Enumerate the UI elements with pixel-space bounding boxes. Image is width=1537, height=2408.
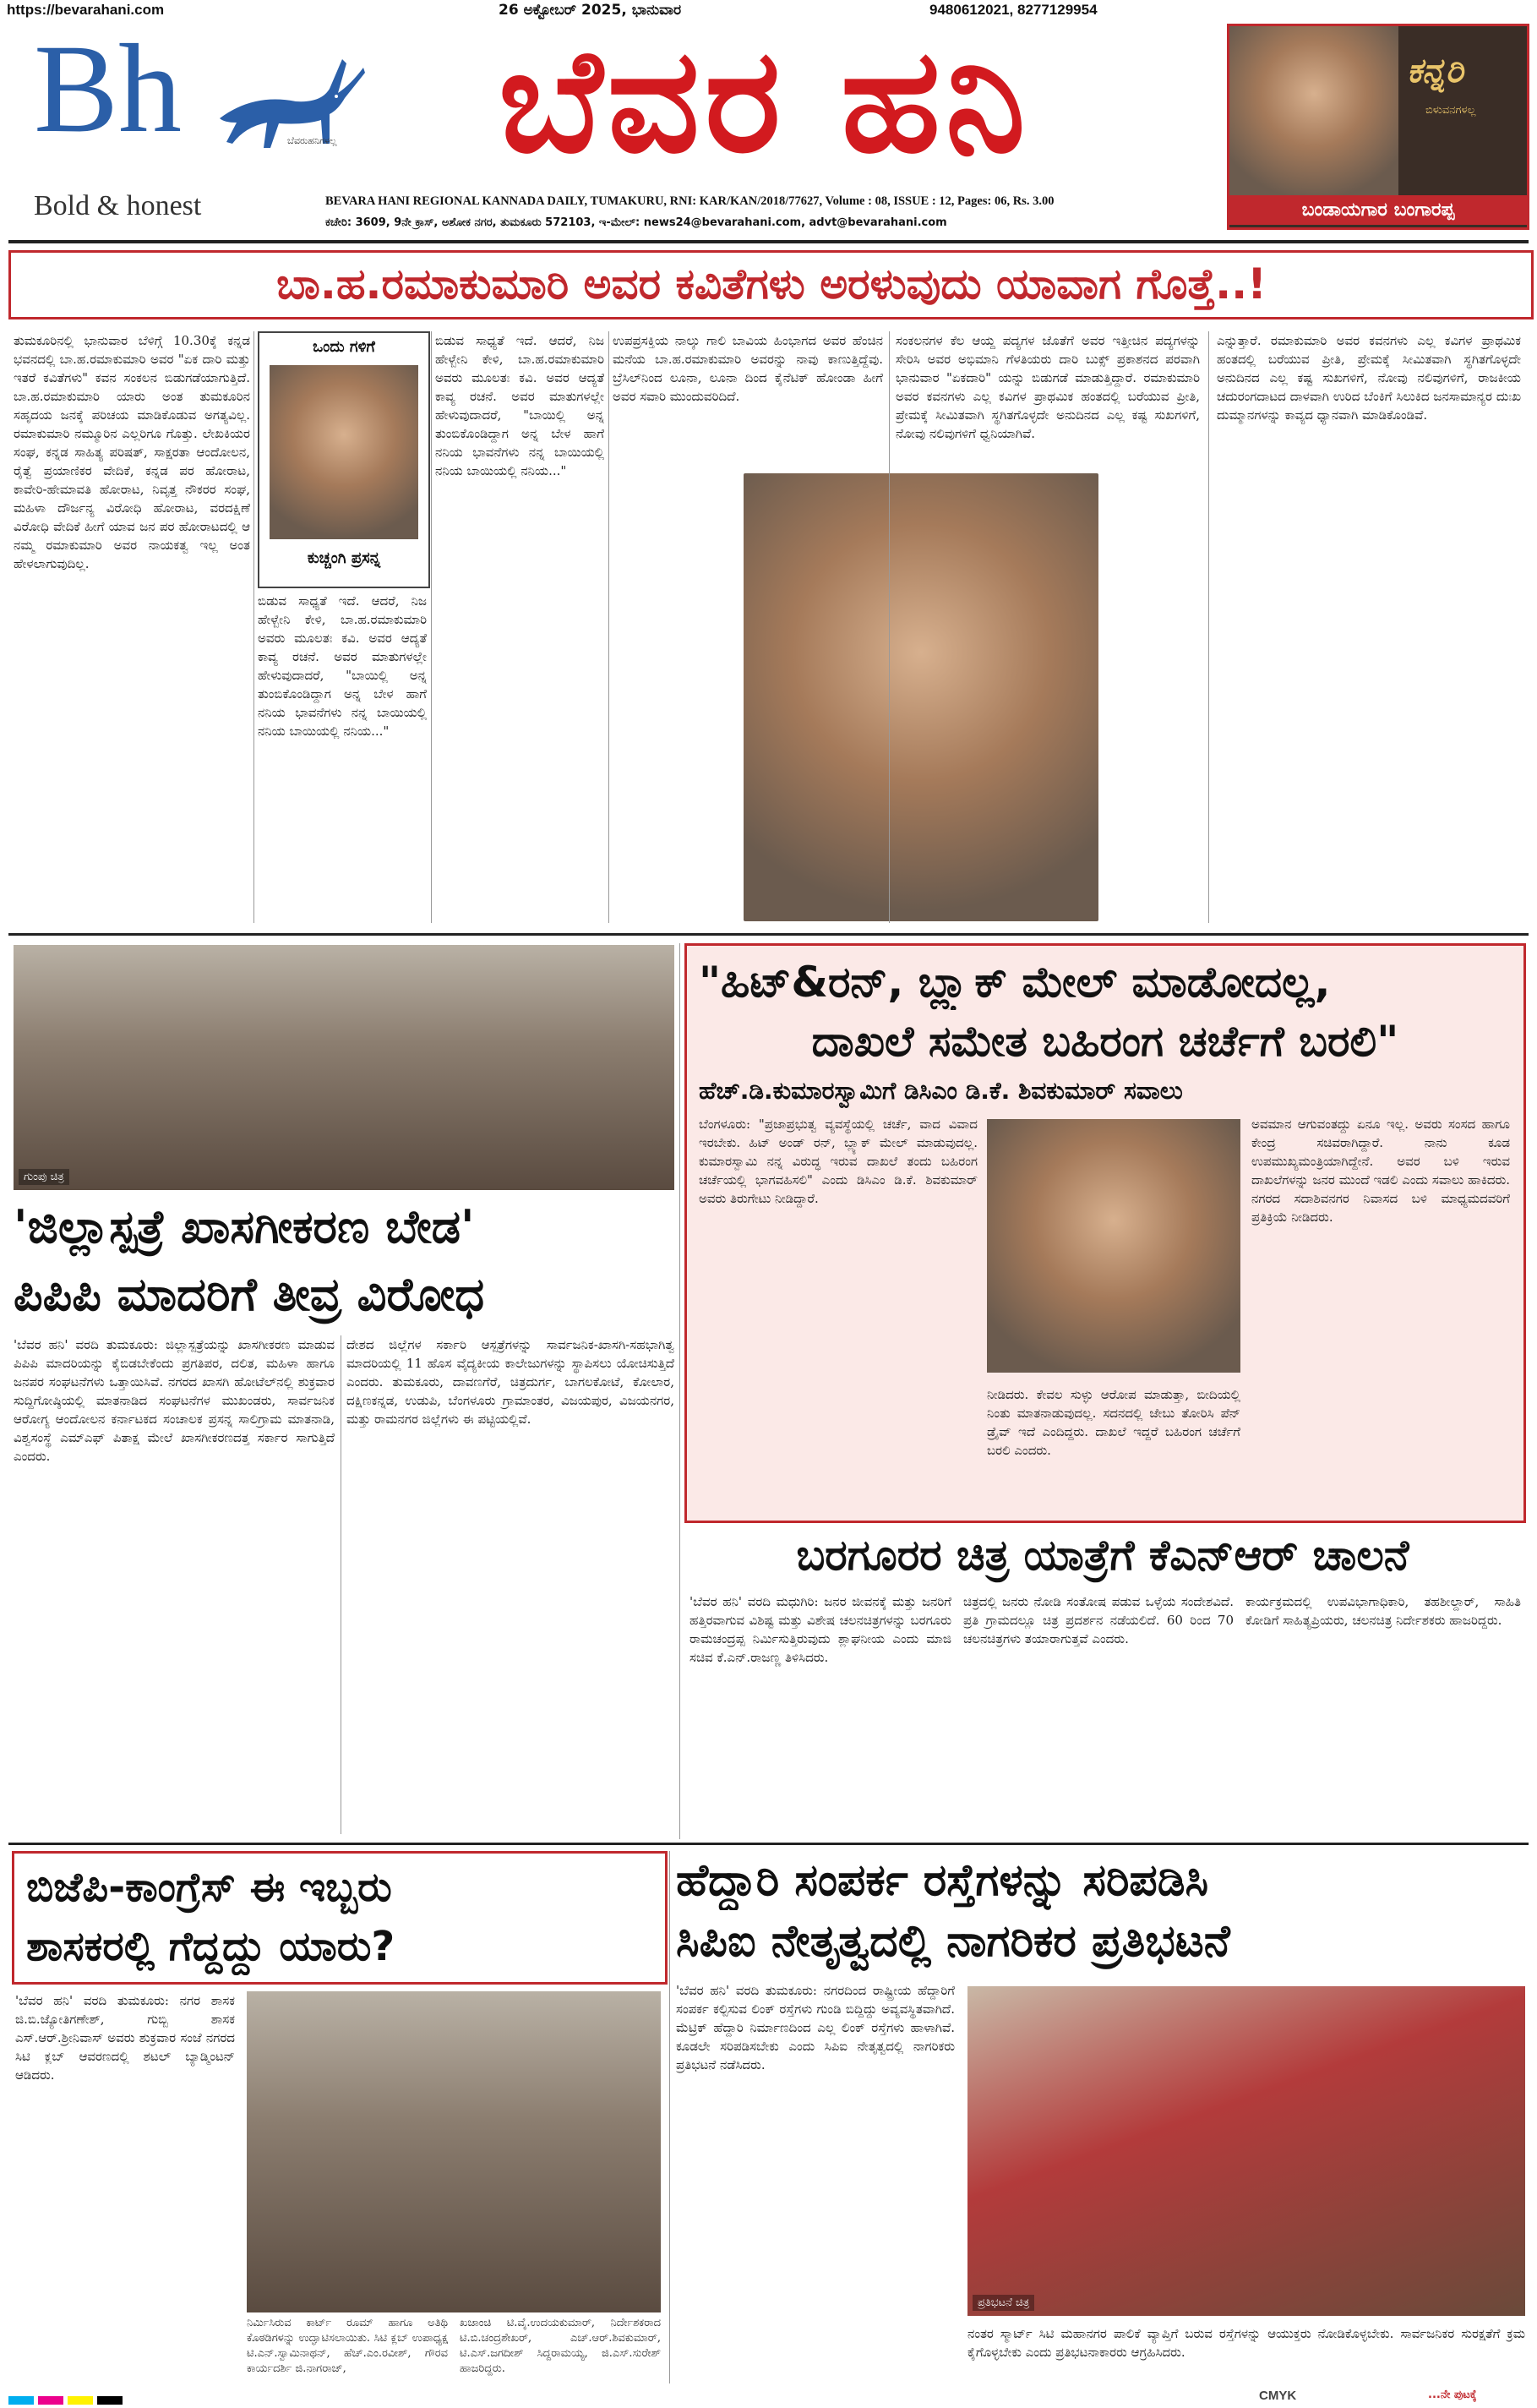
story3-headline1: "ಹಿಟ್&ರನ್, ಬ್ಲ್ಯಾಕ್ ಮೇಲ್ ಮಾಡೋದಲ್ಲ, [699,958,1331,1007]
section-rule-1 [8,933,1529,936]
story6-headline2: ಸಿಪಿಐ ನೇತೃತ್ವದಲ್ಲಿ ನಾಗರಿಕರ ಪ್ರತಿಭಟನೆ [676,1916,1230,1967]
story5-col1: 'ಬೆವರ ಹನಿ' ವರದಿ ತುಮಕೂರು: ನಗರ ಶಾಸಕ ಜಿ.ಬಿ.ಜ್ಯೋತಿಗಣೇಶ್, ಗುಬ್ಬಿ ಶಾಸಕ ಎಸ್.ಆರ್.ಶ್ರೀನಿವಾಸ್ ಅವರು ಶುಕ್ರವಾರ ಸಂಜೆ ನಗರದ ಸಿಟಿ ಕ್ಲಬ್ ಆವರಣದಲ್ಲಿ ಶಟಲ್ ಬ್ಯಾಡ್ಮಿಂಟನ್ ಆಡಿದರು. [15,1993,235,2083]
newspaper-title: ಬೆವರ ಹನಿ [499,18,1031,185]
column-rule [1208,331,1209,923]
story1-headline: ಬಾ.ಹ.ರಮಾಕುಮಾರಿ ಅವರ ಕವಿತೆಗಳು ಅರಳುವುದು ಯಾವಾಗ ಗೊತ್ತೆ..! [276,259,1267,309]
story1-col2b: ಬಿಡುವ ಸಾಧ್ಯತೆ ಇದೆ. ಆದರೆ, ನಿಜ ಹೇಳ್ಬೇನಿ ಕೇಳಿ, ಬಾ.ಹ.ರಮಾಕುಮಾರಿ ಅವರು ಮೂಲತಃ ಕವಿ. ಅವರ ಆದ್ಯತೆ ಕಾವ್ಯ ರಚನೆ. ಅವರ ಮಾತುಗಳಲ್ಲೇ ಹೇಳುವುದಾದರೆ, "ಬಾಯಿಲ್ಲಿ ಅನ್ನ ತುಂಬಿಕೊಂಡಿದ್ದಾಗ ಅನ್ನ ಬೇಳ ಹಾಗೆ ನನಿಯ ಭಾವನೆಗಳು ನನ್ನ ಬಾಯಿಯಲ್ಲಿ ನನಿಯ ಬಾಯಿಯಲ್ಲಿ ನನಿಯ..." [435,333,604,478]
ad-photo [1229,26,1398,195]
ad-subtitle: ಬಿಳುವನಗಳಲ್ಲ [1425,104,1476,117]
swatch-black [97,2396,123,2405]
story3-box [684,943,1526,1523]
issue-date: 26 ಅಕ್ಟೋಬರ್ 2025, ಭಾನುವಾರ [499,2,682,19]
story4-col2: ಚಿತ್ರದಲ್ಲಿ ಜನರು ನೋಡಿ ಸಂತೋಷ ಪಡುವ ಒಳ್ಳೆಯ ಸಂದೇಶವಿದೆ. ಪ್ರತಿ ಗ್ರಾಮದಲ್ಲೂ ಚಿತ್ರ ಪ್ರದರ್ಶನ ನಡೆಯಲಿದೆ. 60 ರಿಂದ 70 ಚಲನಚಿತ್ರಗಳು ತಯಾರಾಗುತ್ತವೆ ಎಂದರು. [963,1594,1234,1646]
story6-photo-label: ಪ್ರತಿಭಟನೆ ಚಿತ್ರ [973,2295,1034,2311]
ad-title: ಕನ್ನರಿ [1407,52,1463,90]
story3-photo [987,1119,1240,1373]
phone-numbers: 9480612021, 8277129954 [929,2,1098,18]
story2-body2: ದೇಶದ ಜಿಲ್ಲೆಗಳ ಸರ್ಕಾರಿ ಆಸ್ಪತ್ರೆಗಳನ್ನು ಸಾರ್ವಜನಿಕ-ಖಾಸಗಿ-ಸಹಭಾಗಿತ್ವ ಮಾದರಿಯಲ್ಲಿ 11 ಹೊಸ ವೈದ್ಯಕೀಯ ಕಾಲೇಜುಗಳನ್ನು ಸ್ಥಾಪಿಸಲು ಯೋಚಿಸುತ್ತಿದೆ ಎಂದರು. ತುಮಕೂರು, ದಾವಣಗೆರೆ, ಚಿತ್ರದುರ್ಗ, ಬಾಗಲಕೋಟೆ, ಕೋಲಾರ, ದಕ್ಷಿಣಕನ್ನಡ, ಉಡುಪಿ, ಬೆಂಗಳೂರು ಗ್ರಾಮಾಂತರ, ವಿಜಯಪುರ, ವಿಜಯನಗರ, ಮತ್ತು ರಾಮನಗರ ಜಿಲ್ಲೆಗಳು ಈ ಪಟ್ಟಿಯಲ್ಲಿವೆ. [346,1337,674,1427]
logo-letters: Bh [34,19,183,159]
cmyk-label: CMYK [1259,2389,1297,2403]
story3-col3: ನೀಡಿದರು. ಕೇವಲ ಸುಳ್ಳು ಆರೋಪ ಮಾಡುತ್ತಾ, ಬೀದಿಯಲ್ಲಿ ನಿಂತು ಮಾತನಾಡುವುದಲ್ಲ. ಸದನದಲ್ಲಿ ಜೇಬು ತೋರಿಸಿ ಪೆನ್ ಡ್ರೈವ್ ಇದೆ ಎಂದಿದ್ದರು. ದಾಖಲೆ ಇದ್ದರೆ ಬಹಿರಂಗ ಚರ್ಚೆಗೆ ಬರಲಿ ಎಂದರು. [987,1387,1240,1458]
ad-name: ಬಂಡಾಯಗಾರ ಬಂಗಾರಪ್ಪ [1229,195,1527,225]
story5-headline-box [12,1851,668,1985]
address-line: ಕಚೇರಿ: 3609, 9ನೇ ಕ್ರಾಸ್, ಅಶೋಕ ನಗರ, ತುಮಕೂರು 572103, ಇ-ಮೇಲ್: news24@bevarahani.com, advt@bevarahani.com [325,216,947,229]
column-rule [679,943,680,1839]
story6-headline1: ಹೆದ್ದಾರಿ ಸಂಪರ್ಕ ರಸ್ತೆಗಳನ್ನು ಸರಿಪಡಿಸಿ [676,1855,1209,1906]
story1-headline-box [8,250,1534,319]
footer-bar [0,2387,1537,2405]
swatch-yellow [68,2396,93,2405]
story2-headline2: ಪಿಪಿಪಿ ಮಾದರಿಗೆ ತೀವ್ರ ವಿರೋಧ [14,1268,485,1321]
bh-logo [34,19,337,221]
story6-col2: ನಂತರ ಸ್ಮಾರ್ಟ್ ಸಿಟಿ ಮಹಾನಗರ ಪಾಲಿಕೆ ವ್ಯಾಪ್ತಿಗೆ ಬರುವ ರಸ್ತೆಗಳನ್ನು ಆಯುಕ್ತರು ನೋಡಿಕೊಳ್ಳಬೇಕು. ಸಾರ್ವಜನಿಕರ ಸುರಕ್ಷತೆಗೆ ಕ್ರಮ ಕೈಗೊಳ್ಳಬೇಕು ಎಂದು ಪ್ರತಿಭಟನಾಕಾರರು ಆಗ್ರಹಿಸಿದರು. [967,2326,1525,2360]
columnist-name: ಕುಚ್ಚಂಗಿ ಪ್ರಸನ್ನ [307,549,381,567]
story1-col2: ಬಿಡುವ ಸಾಧ್ಯತೆ ಇದೆ. ಆದರೆ, ನಿಜ ಹೇಳ್ಬೇನಿ ಕೇಳಿ, ಬಾ.ಹ.ರಮಾಕುಮಾರಿ ಅವರು ಮೂಲತಃ ಕವಿ. ಅವರ ಆದ್ಯತೆ ಕಾವ್ಯ ರಚನೆ. ಅವರ ಮಾತುಗಳಲ್ಲೇ ಹೇಳುವುದಾದರೆ, "ಬಾಯಿಲ್ಲಿ ಅನ್ನ ತುಂಬಿಕೊಂಡಿದ್ದಾಗ ಅನ್ನ ಬೇಳ ಹಾಗೆ ನನಿಯ ಭಾವನೆಗಳು ನನ್ನ ಬಾಯಿಯಲ್ಲಿ ನನಿಯ ಬಾಯಿಯಲ್ಲಿ ನನಿಯ..." [258,593,427,739]
column-rule [669,1851,670,2383]
tagline [34,190,201,222]
columnist-photo [270,365,418,539]
story2-headline1: 'ಜಿಲ್ಲಾಸ್ಪತ್ರೆ ಖಾಸಗೀಕರಣ ಬೇಡ' [14,1200,475,1253]
story6-photo [967,1986,1525,2316]
swatch-cyan [8,2396,34,2405]
masthead-rule [8,240,1529,243]
section-rule-2 [8,1843,1529,1845]
column-rule [431,331,432,923]
story2-body: 'ಬೆವರ ಹನಿ' ವರದಿ ತುಮಕೂರು: ಜಿಲ್ಲಾಸ್ಪತ್ರೆಯನ್ನು ಖಾಸಗೀಕರಣ ಮಾಡುವ ಪಿಪಿಪಿ ಮಾದರಿಯನ್ನು ಕೈಬಿಡಬೇಕೆಂದು ಪ್ರಗತಿಪರ, ದಲಿತ, ಮಹಿಳಾ ಹಾಗೂ ಜನಪರ ಸಂಘಟನೆಗಳು ಒತ್ತಾಯಿಸಿವೆ. ನಗರದ ಖಾಸಗಿ ಹೋಟೆಲ್‌ನಲ್ಲಿ ಶುಕ್ರವಾರ ಸುದ್ದಿಗೋಷ್ಠಿಯಲ್ಲಿ ಮಾತನಾಡಿದ ಸಂಘಟನೆಗಳ ಮುಖಂಡರು, ಸಾರ್ವಜನಿಕ ಆರೋಗ್ಯ ಆಂದೋಲನ ಕರ್ನಾಟಕದ ಸಂಚಾಲಕ ಪ್ರಸನ್ನ ಸಾಲಿಗ್ರಾಮ ಮಾತನಾಡಿ, ವಿಶ್ವಸಂಸ್ಥೆ ಎಮ್‌ಎಫ್ ಪಿತಾಕ್ಷ ಮೇಲೆ ಖಾಸಗೀಕರಣದತ್ತ ಸರ್ಕಾರ ಸಾಗುತ್ತಿದೆ ಎಂದರು. [14,1337,335,1464]
website-url[interactable]: https://bevarahani.com [7,2,165,18]
masthead-ad[interactable] [1227,24,1529,230]
story5-photo [247,1991,661,2312]
story5-headline2: ಶಾಸಕರಲ್ಲಿ ಗೆದ್ದದ್ದು ಯಾರು? [26,1923,395,1970]
story3-col1: ಬೆಂಗಳೂರು: "ಪ್ರಜಾಪ್ರಭುತ್ವ ವ್ಯವಸ್ಥೆಯಲ್ಲಿ ಚರ್ಚೆ, ವಾದ ವಿವಾದ ಇರಬೇಕು. ಹಿಟ್ ಅಂಡ್ ರನ್, ಬ್ಲ್ಯಾಕ್ ಮೇಲ್ ಮಾಡುವುದಲ್ಲ. ಕುಮಾರಸ್ವಾಮಿ ನನ್ನ ವಿರುದ್ಧ ಇರುವ ದಾಖಲೆ ತಂದು ಬಹಿರಂಗ ಚರ್ಚೆಯಲ್ಲಿ ಭಾಗವಹಿಸಲಿ" ಎಂದು ಡಿಸಿಎಂ ಡಿ.ಕೆ. ಶಿವಕುಮಾರ್ ಅವರು ತಿರುಗೇಟು ನೀಡಿದ್ದಾರೆ. [699,1117,978,1206]
column-rule [253,331,254,923]
story1-col4: ಸಂಕಲನಗಳ ಕೆಲ ಆಯ್ದ ಪದ್ಯಗಳ ಜೊತೆಗೆ ಅವರ ಇತ್ತೀಚಿನ ಪದ್ಯಗಳನ್ನು ಸೇರಿಸಿ ಅವರ ಅಭಿಮಾನಿ ಗೆಳತಿಯರು ದಾರಿ ಬುಕ್ಸ್ ಪ್ರಕಾಶನದ ಪರವಾಗಿ ಭಾನುವಾರ "ಏಕದಾರಿ" ಯನ್ನು ಬಿಡುಗಡೆ ಮಾಡುತ್ತಿದ್ದಾರೆ. ರಮಾಕುಮಾರಿ ಅವರ ಕವನಗಳು ಎಲ್ಲ ಕವಿಗಳ ಪ್ರಾಥಮಿಕ ಹಂತದಲ್ಲಿ ಬರೆಯುವ ಪ್ರೀತಿ, ಪ್ರೇಮಕ್ಕೆ ಸೀಮಿತವಾಗಿ ಸ್ಥಗಿತಗೊಳ್ಳದೇ ಅನುದಿನದ ಎಲ್ಲ ಕಷ್ಟ ಸುಖಗಳಿಗೆ, ನೋವು ನಲಿವುಗಳಿಗೆ ಧ್ವನಿಯಾಗಿವೆ. [896,333,1200,441]
story5-headline1: ಬಿಜೆಪಿ-ಕಾಂಗ್ರೆಸ್ ಈ ಇಬ್ಬರು [26,1864,392,1911]
story6-col1: 'ಬೆವರ ಹನಿ' ವರದಿ ತುಮಕೂರು: ನಗರದಿಂದ ರಾಷ್ಟ್ರೀಯ ಹೆದ್ದಾರಿಗೆ ಸಂಪರ್ಕ ಕಲ್ಪಿಸುವ ಲಿಂಕ್ ರಸ್ತೆಗಳು ಗುಂಡಿ ಬಿದ್ದಿದ್ದು ಅವ್ಯವಸ್ಥಿತವಾಗಿದೆ. ಮೆಟ್ರಿಕ್ ಹೆದ್ದಾರಿ ನಿರ್ಮಾಣದಿಂದ ಎಲ್ಲ ಲಿಂಕ್ ರಸ್ತೆಗಳು ಹಾಳಾಗಿವೆ. ಕೂಡಲೇ ಸರಿಪಡಿಸಬೇಕು ಎಂದು ಸಿಪಿಐ ನೇತೃತ್ವದಲ್ಲಿ ನಾಗರಿಕರು ಪ್ರತಿಭಟನೆ ನಡೆಸಿದರು. [676,1983,955,2072]
tagline-text: Bold & honest [34,190,202,221]
story3-headline2: ದಾಖಲೆ ಸಮೇತ ಬಹಿರಂಗ ಚರ್ಚೆಗೆ ಬರಲಿ" [811,1017,1399,1066]
story5-caption-left: ನಿರ್ಮಿಸಿರುವ ಕಾರ್ಟ್ ರೂಮ್ ಹಾಗೂ ಅತಿಥಿ ಕೊಠಡಿಗಳನ್ನು ಉದ್ಘಾಟಿಸಲಾಯಿತು. ಸಿಟಿ ಕ್ಲಬ್ ಉಪಾಧ್ಯಕ್ಷ ಟಿ.ಎನ್.ಸ್ವಾಮಿನಾಥನ್, ಹೆಚ್.ಎಂ.ರವೀಶ್, ಗೌರವ ಕಾರ್ಯದರ್ಶಿ ಜಿ.ನಾಗರಾಜ್, [247,2317,448,2375]
columnist-box [258,331,430,588]
story4-headline: ಬರಗೂರರ ಚಿತ್ರ ಯಾತ್ರೆಗೆ ಕೆಎನ್ಆರ್ ಚಾಲನೆ [796,1531,1409,1580]
logo-small-text: ಬೆವರುಹನಿಗಳಲ್ಲ [287,135,337,146]
story4-col1: 'ಬೆವರ ಹನಿ' ವರದಿ ಮಧುಗಿರಿ: ಜನರ ಜೀವನಕ್ಕೆ ಮತ್ತು ಜನರಿಗೆ ಹತ್ತಿರವಾಗುವ ವಿಶಿಷ್ಟ ಮತ್ತು ವಿಶೇಷ ಚಲನಚಿತ್ರಗಳನ್ನು ಬರಗೂರು ರಾಮಚಂದ್ರಪ್ಪ ನಿರ್ಮಿಸುತ್ತಿರುವುದು ಶ್ಲಾಘನೀಯ ಎಂದು ಮಾಜಿ ಸಚಿವ ಕೆ.ಎನ್.ರಾಜಣ್ಣ ತಿಳಿಸಿದರು. [689,1594,951,1665]
columnist-box-heading: ಒಂದು ಗಳಿಗೆ [313,338,375,356]
swatch-magenta [38,2396,63,2405]
registration-line: BEVARA HANI REGIONAL KANNADA DAILY, TUMAKURU, RNI: KAR/KAN/2018/77627, Volume : 08, ISSUE : 12, Pages: 06, Rs. 3.00 [325,194,1055,208]
color-swatches [8,2392,123,2408]
story5-caption-right: ಖಜಾಂಚಿ ಟಿ.ವೈ.ಉದಯಕುಮಾರ್, ನಿರ್ದೇಶಕರಾದ ಟಿ.ಬಿ.ಚಂದ್ರಶೇಖರ್, ಎಚ್.ಆರ್.ಶಿವಕುಮಾರ್, ಟಿ.ಎಸ್.ಜಗದೀಶ್ ಸಿದ್ದರಾಮಯ್ಯ, ಜಿ.ಎಸ್.ಸುರೇಶ್ ಹಾಜರಿದ್ದರು. [460,2317,661,2375]
story4-col3: ಕಾರ್ಯಕ್ರಮದಲ್ಲಿ ಉಪವಿಭಾಗಾಧಿಕಾರಿ, ತಹಶೀಲ್ದಾರ್, ಸಾಹಿತಿ ಕೋಡಿಗೆ ಸಾಹಿತ್ಯಪ್ರಿಯರು, ಚಲನಚಿತ್ರ ನಿರ್ದೇಶಕರು ಹಾಜರಿದ್ದರು. [1245,1594,1521,1628]
story2-photo-label: ಗುಂಪು ಚಿತ್ರ [19,1169,69,1185]
column-rule [608,331,609,923]
story2-photo [14,945,674,1190]
column-rule [889,331,890,923]
story1-col3: ಉಪಪ್ರಸಕ್ತಿಯ ನಾಲ್ಕು ಗಾಲಿ ಬಾವಿಯ ಹಿಂಭಾಗದ ಅವರ ಹೆಂಚಿನ ಮನೆಯ ಬಾ.ಹ.ರಮಾಕುಮಾರಿ ಅವರನ್ನು ನಾವು ಕಾಣುತ್ತಿದ್ದೆವು. ಬ್ರೆಸಿಲ್‌ನಿಂದ ಲೂನಾ, ಲೂನಾ ದಿಂದ ಕೈನೆಟಿಕ್ ಹೋಂಡಾ ಹೀಗೆ ಅವರ ಸವಾರಿ ಮುಂದುವರಿದಿದೆ. [613,333,883,404]
story1-col5: ಎನ್ನುತ್ತಾರೆ. ರಮಾಕುಮಾರಿ ಅವರ ಕವನಗಳು ಎಲ್ಲ ಕವಿಗಳ ಪ್ರಾಥಮಿಕ ಹಂತದಲ್ಲಿ ಬರೆಯುವ ಪ್ರೀತಿ, ಪ್ರೇಮಕ್ಕೆ ಸೀಮಿತವಾಗಿ ಸ್ಥಗಿತಗೊಳ್ಳದೇ ಅನುದಿನದ ಎಲ್ಲ ಕಷ್ಟ ಸುಖಗಳಿಗೆ, ನೋವು ನಲಿವುಗಳಿಗೆ, ರಾಜಕೀಯ ಚದುರಂಗದಾಟದ ದಾಳವಾಗಿ ಉರಿದ ಬೆಂಕಿಗೆ ಸಿಲುಕಿದ ಜನಸಾಮಾನ್ಯರ ದುಃಖ ದುಮ್ಮಾನಗಳನ್ನು ಕಾವ್ಯದ ಧ್ಯಾನವಾಗಿ ಮಾಡಿಕೊಂಡಿವೆ. [1217,333,1521,423]
continued-note: ...ನೇ ಪುಟಕ್ಕೆ [1428,2389,1477,2401]
story1-col1: ತುಮಕೂರಿನಲ್ಲಿ ಭಾನುವಾರ ಬೆಳಿಗ್ಗೆ 10.30ಕ್ಕೆ ಕನ್ನಡ ಭವನದಲ್ಲಿ ಬಾ.ಹ.ರಮಾಕುಮಾರಿ ಅವರ "ಏಕ ದಾರಿ ಮತ್ತು ಇತರೆ ಕವಿತೆಗಳು" ಕವನ ಸಂಕಲನ ಬಿಡುಗಡೆಯಾಗುತ್ತಿದೆ. ಬಾ.ಹ.ರಮಾಕುಮಾರಿ ಯಾರು ಅಂತ ತುಮಕೂರಿನ ಸಹೃದಯ ಜನಕ್ಕೆ ಪರಿಚಯ ಮಾಡಿಕೊಡುವ ಅಗತ್ಯವಿಲ್ಲ. ರಮಾಕುಮಾರಿ ನಮ್ಮೂರಿನ ಎಲ್ಲರಿಗೂ ಗೊತ್ತು. ಲೇಖಕಿಯರ ಸಂಘ, ಕನ್ನಡ ಸಾಹಿತ್ಯ ಪರಿಷತ್, ಸಾಕ್ಷರತಾ ಆಂದೋಲನ, ರೈತ್ವೆ ಪ್ರಯಾಣಿಕರ ವೇದಿಕೆ, ಕನ್ನಡ ಪರ ಹೋರಾಟ, ಕಾವೇರಿ-ಹೇಮಾವತಿ ಹೋರಾಟ, ನಿವೃತ್ತ ನೌಕರರ ಸಂಘ, ಮಹಿಳಾ ದೌರ್ಜನ್ಯ ವಿರೋಧಿ ಹೋರಾಟ, ವರದಕ್ಷಿಣೆ ವಿರೋಧಿ ವೇದಿಕೆ ಹೀಗೆ ಯಾವ ಜನ ಪರ ಹೋರಾಟದಲ್ಲಿ ಆ ನಮ್ಮ ರಮಾಕುಮಾರಿ ಅವರ ನಾಯಕತ್ವ ಇಲ್ಲ ಅಂತ ಹೇಳಲಾಗುವುದಿಲ್ಲ. [14,333,250,571]
story3-col2: ಅವಮಾನ ಆಗುವಂತದ್ದು ಏನೂ ಇಲ್ಲ. ಅವರು ಸಂಸದ ಹಾಗೂ ಕೇಂದ್ರ ಸಚಿವರಾಗಿದ್ದಾರೆ. ನಾನು ಕೂಡ ಉಪಮುಖ್ಯಮಂತ್ರಿಯಾಗಿದ್ದೇನೆ. ಅವರ ಬಳಿ ಇರುವ ದಾಖಲೆಗಳನ್ನು ಜನರ ಮುಂದೆ ಇಡಲಿ ಎಂದು ಸವಾಲು ಹಾಕಿದರು. ನಗರದ ಸದಾಶಿವನಗರ ನಿವಾಸದ ಬಳಿ ಮಾಧ್ಯಮದವರಿಗೆ ಪ್ರತಿಕ್ರಿಯೆ ನೀಡಿದರು. [1251,1117,1510,1225]
story3-subhead: ಹೆಚ್.ಡಿ.ಕುಮಾರಸ್ವಾಮಿಗೆ ಡಿಸಿಎಂ ಡಿ.ಕೆ. ಶಿವಕುಮಾರ್ ಸವಾಲು [699,1077,1183,1105]
masthead [0,0,1537,238]
